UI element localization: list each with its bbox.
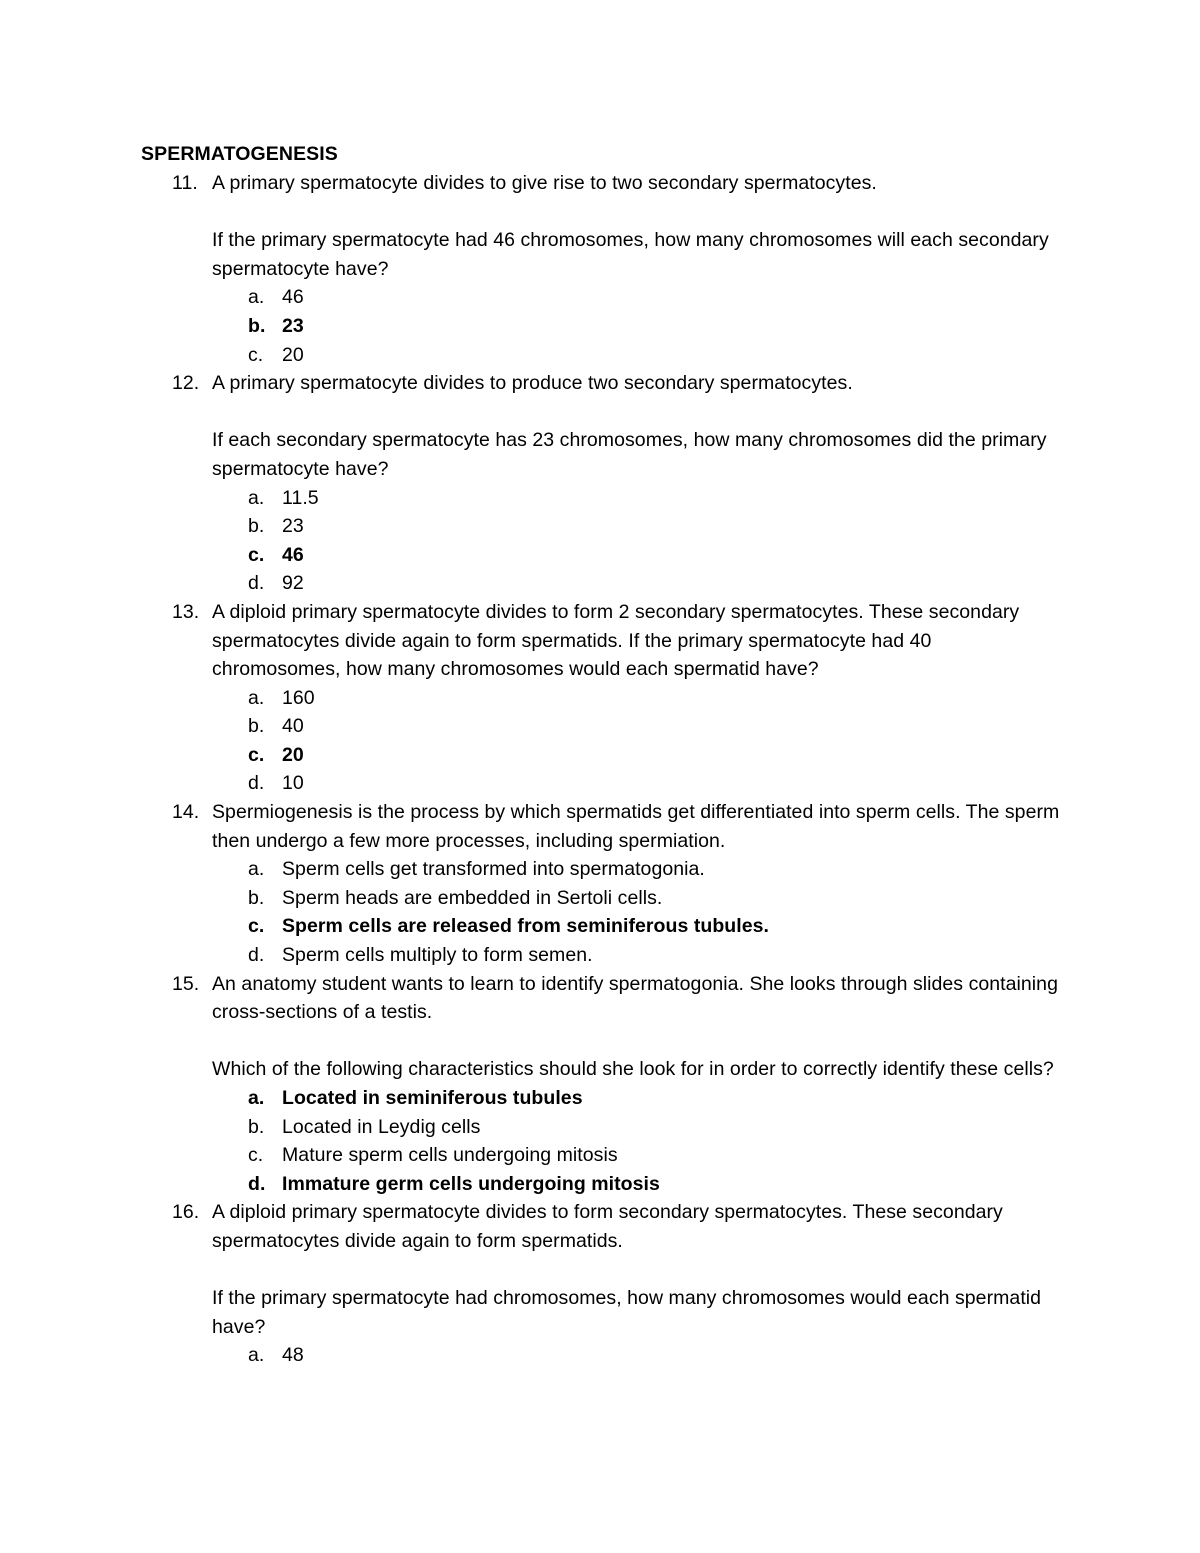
option-text: 160 <box>282 686 315 709</box>
option-text: 23 <box>282 314 304 337</box>
option-label: c. <box>248 1144 264 1167</box>
option-label: d. <box>248 1172 266 1195</box>
answer-option-correct <box>212 1170 1200 1199</box>
answer-option-correct <box>212 312 1200 341</box>
option-label: b. <box>248 314 266 337</box>
answer-options <box>212 855 1200 969</box>
paragraph-gap <box>212 398 1200 427</box>
option-text: 40 <box>282 715 304 738</box>
option-text: 92 <box>282 572 304 595</box>
option-label: c. <box>248 343 264 366</box>
question-number: 11. <box>172 172 198 194</box>
question-text: A diploid primary spermatocyte divides to form 2 secondary spermatocytes. These secondary spermatocytes divide again to form spermatids. If the primary spermatocyte had 40 chromosomes, how many chromosomes would each spermatid have? <box>212 600 1020 681</box>
option-label: d. <box>248 772 265 795</box>
question-prompt: If the primary spermatocyte had 46 chromosomes, how many chromosomes will each secondary spermatocyte have? <box>212 229 1049 280</box>
question-list <box>0 169 1200 1370</box>
answer-option-correct <box>212 912 1200 941</box>
option-label: a. <box>248 286 265 309</box>
question-text: Spermiogenesis is the process by which spermatids get differentiated into sperm cells. The sperm then undergo a few more processes, including spermiation. <box>212 801 1060 852</box>
answer-options <box>212 684 1200 798</box>
question-number: 12. <box>172 372 200 395</box>
option-label: a. <box>248 486 265 509</box>
option-text: Sperm cells are released from seminiferous tubules. <box>282 915 769 938</box>
question-number: 16. <box>172 1201 200 1224</box>
question-item <box>0 798 1200 970</box>
option-label: b. <box>248 886 265 909</box>
question-item <box>0 598 1200 798</box>
question-prompt: Which of the following characteristics should she look for in order to correctly identify these cells? <box>212 1058 1054 1081</box>
option-text: 23 <box>282 515 304 538</box>
option-label: a. <box>248 1087 265 1109</box>
option-label: a. <box>248 686 265 709</box>
answer-option <box>212 341 1200 370</box>
option-label: c. <box>248 743 265 766</box>
answer-options <box>212 484 1200 598</box>
answer-option <box>212 1341 1200 1370</box>
answer-option <box>212 941 1200 970</box>
option-text: 46 <box>282 286 304 309</box>
option-text: 48 <box>282 1344 304 1367</box>
question-text: A primary spermatocyte divides to produce two secondary spermatocytes. <box>212 372 853 395</box>
option-label: b. <box>248 1115 265 1138</box>
option-text: 46 <box>282 543 304 566</box>
option-label: a. <box>248 858 265 881</box>
question-prompt: If each secondary spermatocyte has 23 chromosomes, how many chromosomes did the primary spermatocyte have? <box>212 429 1047 480</box>
answer-options <box>212 283 1200 369</box>
answer-option <box>212 684 1200 713</box>
question-number: 15. <box>172 972 200 995</box>
answer-option-correct <box>212 541 1200 570</box>
option-text: Immature germ cells undergoing mitosis <box>282 1172 660 1195</box>
answer-option <box>212 1141 1200 1170</box>
answer-options <box>212 1084 1200 1198</box>
option-text: Located in Leydig cells <box>282 1115 481 1138</box>
answer-option <box>212 512 1200 541</box>
answer-options <box>212 1341 1200 1370</box>
option-label: a. <box>248 1344 265 1367</box>
paragraph-gap <box>212 198 1200 227</box>
option-text: Sperm cells get transformed into spermatogonia. <box>282 858 705 881</box>
option-text: Sperm cells multiply to form semen. <box>282 944 593 967</box>
question-prompt: If the primary spermatocyte had chromosomes, how many chromosomes would each spermatid have? <box>212 1287 1042 1338</box>
question-item <box>0 970 1200 1199</box>
answer-option-correct <box>212 741 1200 770</box>
option-text: 20 <box>282 343 304 366</box>
paragraph-gap <box>212 1027 1200 1056</box>
question-number: 14. <box>172 801 200 824</box>
option-label: c. <box>248 915 265 938</box>
question-text: An anatomy student wants to learn to identify spermatogonia. She looks through slides containing cross-sections of a testis. <box>212 972 1058 1024</box>
option-label: b. <box>248 515 265 538</box>
answer-option <box>212 769 1200 798</box>
option-label: b. <box>248 715 265 738</box>
option-text: 20 <box>282 743 304 766</box>
answer-option <box>212 884 1200 913</box>
answer-option <box>212 712 1200 741</box>
option-label: c. <box>248 543 265 566</box>
answer-option <box>212 1113 1200 1142</box>
answer-option <box>212 484 1200 513</box>
option-text: 10 <box>282 772 304 795</box>
question-item <box>0 369 1200 598</box>
answer-option <box>212 283 1200 312</box>
question-number: 13. <box>172 600 200 623</box>
section-title: SPERMATOGENESIS <box>141 143 338 165</box>
answer-option <box>212 855 1200 884</box>
option-label: d. <box>248 572 265 595</box>
question-text: A diploid primary spermatocyte divides to form secondary spermatocytes. These secondary spermatocytes divide again to form spermatids. <box>212 1201 1003 1252</box>
option-text: Located in seminiferous tubules <box>282 1087 583 1109</box>
question-text: A primary spermatocyte divides to give rise to two secondary spermatocytes. <box>212 172 877 194</box>
question-item <box>0 1198 1200 1370</box>
answer-option-correct <box>212 1084 1200 1113</box>
option-text: Sperm heads are embedded in Sertoli cells. <box>282 886 663 909</box>
option-text: 11.5 <box>282 486 319 509</box>
answer-option <box>212 569 1200 598</box>
paragraph-gap <box>212 1256 1200 1285</box>
question-item <box>0 169 1200 369</box>
option-label: d. <box>248 944 265 967</box>
option-text: Mature sperm cells undergoing mitosis <box>282 1144 618 1167</box>
